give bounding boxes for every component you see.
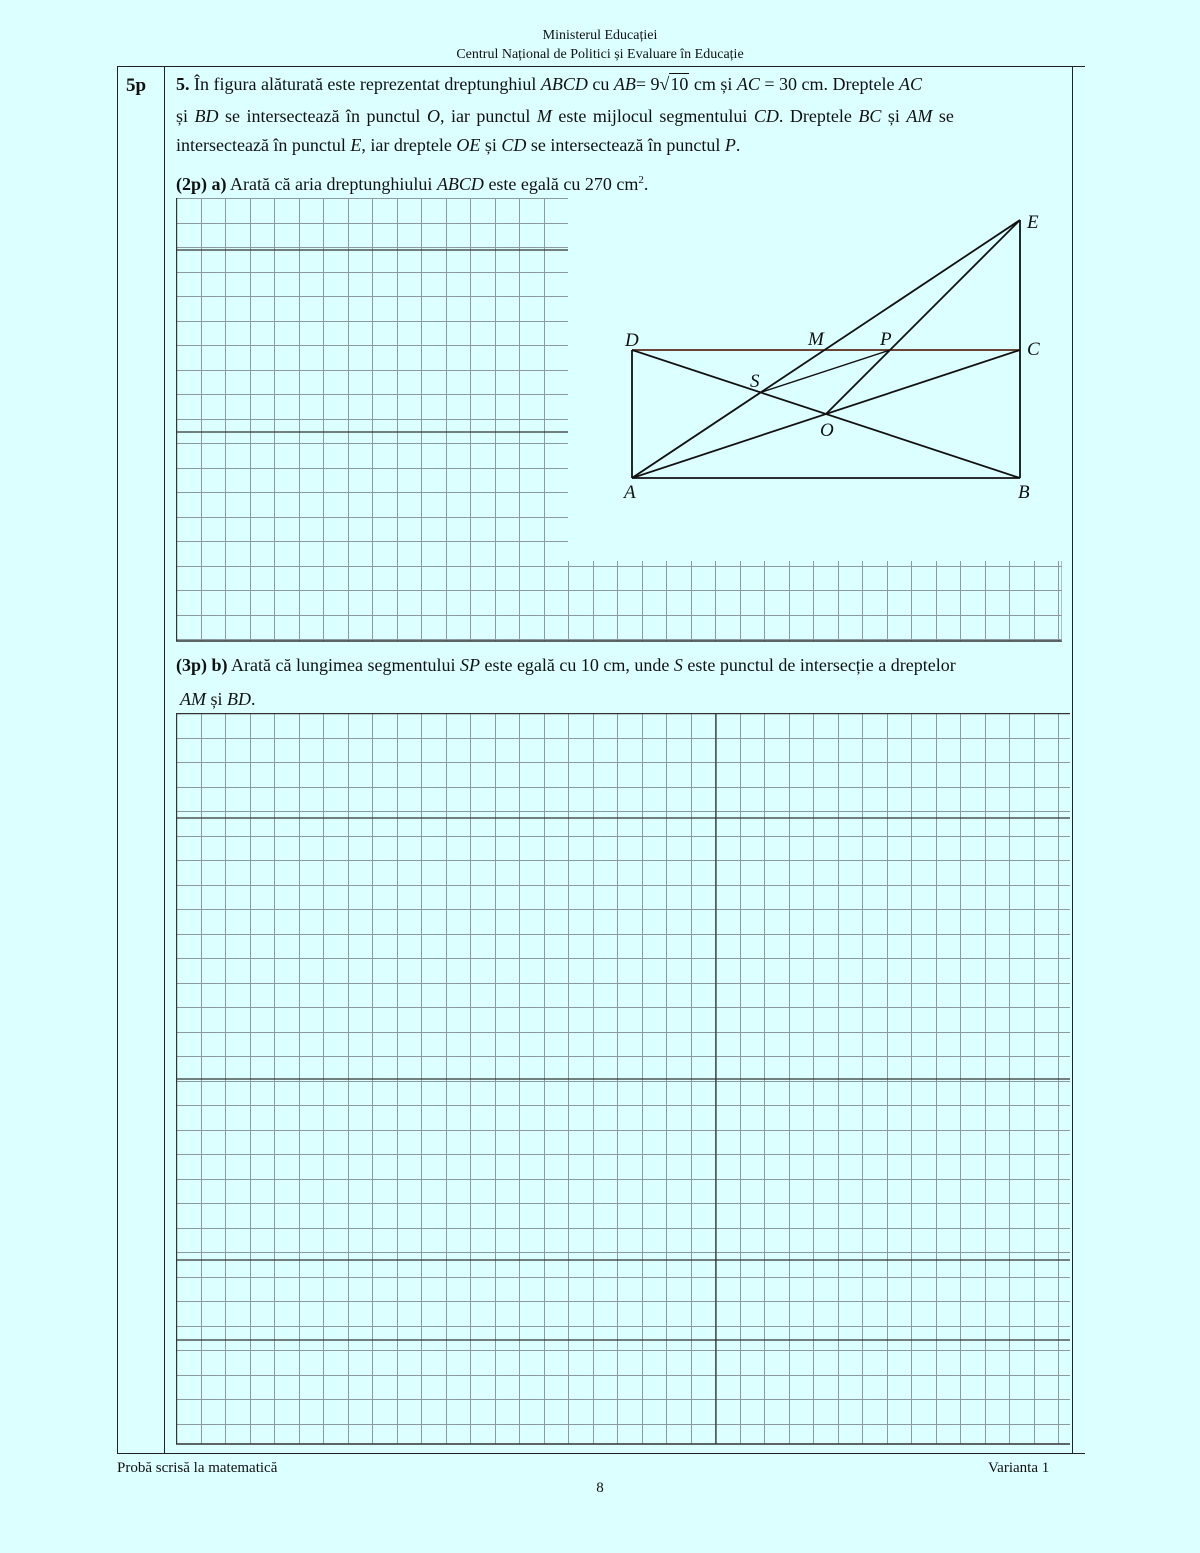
math-abcd: ABCD — [436, 174, 484, 194]
problem-text: se intersectează în punctul — [530, 135, 721, 155]
part-b-text: . — [251, 689, 256, 709]
math-am: AM — [180, 689, 206, 709]
problem-text: , iar punctul — [439, 106, 531, 126]
math-cd: CD — [753, 106, 779, 126]
label-c: C — [1027, 339, 1040, 360]
segment-oe — [826, 220, 1020, 414]
part-b-text: și — [210, 689, 223, 709]
part-b-text: este egală cu 10 cm, unde — [484, 655, 670, 675]
grid-b-svg — [176, 713, 1072, 1446]
geometry-figure — [600, 205, 1070, 520]
footer-variant: Varianta 1 — [988, 1460, 1050, 1476]
math-bd: BD — [227, 689, 252, 709]
math-bd: BD — [194, 106, 219, 126]
part-a-text: este egală cu — [488, 174, 581, 194]
label-p: P — [880, 329, 892, 350]
part-a-points: (2p) — [176, 174, 207, 194]
part-b-text: este punctul de intersecție a dreptelor — [687, 655, 956, 675]
math-oe: OE — [456, 135, 481, 155]
math-ac: AC — [736, 74, 760, 94]
math-e: E — [350, 135, 362, 155]
part-a-exponent: 2 — [638, 174, 644, 186]
problem-text: cu — [592, 74, 610, 94]
label-s: S — [750, 371, 760, 392]
footer-rule — [117, 1453, 1085, 1454]
label-d: D — [625, 330, 639, 351]
part-b-statement-line-1 — [176, 653, 956, 677]
math-p: P — [724, 135, 736, 155]
page-number: 8 — [596, 1480, 604, 1496]
math-am: AM — [906, 106, 933, 126]
part-b-statement-line-2 — [180, 687, 256, 711]
part-a-text: Arată că aria dreptunghiului — [230, 174, 433, 194]
math-ac: AC — [899, 74, 923, 94]
sqrt-symbol: √ — [659, 74, 670, 94]
part-a-statement — [176, 168, 648, 196]
problem-text: , iar dreptele — [361, 135, 452, 155]
problem-text: intersectează în punctul — [176, 135, 346, 155]
answer-grid-b[interactable] — [176, 713, 1072, 1446]
frame-left — [117, 66, 118, 1454]
part-a-value: 270 cm — [584, 174, 639, 194]
math-cd: CD — [501, 135, 527, 155]
math-bc: BC — [858, 106, 882, 126]
math-o: O — [426, 106, 440, 126]
footer-exam-name: Probă scrisă la matematică — [117, 1460, 278, 1476]
problem-line-1 — [176, 72, 922, 96]
math-eq: = 9 — [635, 74, 660, 94]
header-center: Centrul Național de Politici și Evaluare în Educație — [456, 47, 744, 62]
math-sqrt-value: 10 — [670, 74, 689, 94]
problem-text: = 30 cm. Dreptele — [764, 74, 895, 94]
math-sp: SP — [459, 655, 480, 675]
part-b-text: Arată că lungimea segmentului — [231, 655, 456, 675]
problem-line-3 — [176, 133, 740, 157]
problem-line-2 — [176, 104, 954, 128]
segment-sp — [762, 350, 890, 392]
problem-text: și — [887, 106, 900, 126]
label-e: E — [1027, 212, 1039, 233]
label-a: A — [624, 482, 636, 503]
label-o: O — [820, 420, 834, 441]
points-label: 5p — [126, 75, 147, 96]
problem-text: . — [735, 135, 741, 155]
problem-text: cm și — [693, 74, 733, 94]
math-m: M — [536, 106, 552, 126]
problem-text: și — [484, 135, 497, 155]
part-b-points: (3p) — [176, 655, 207, 675]
part-a-text: . — [643, 174, 649, 194]
label-m: M — [808, 329, 824, 350]
problem-text: . Dreptele — [778, 106, 852, 126]
problem-text: se intersectează în punctul — [225, 106, 421, 126]
problem-text: și — [176, 106, 189, 126]
frame-top — [117, 66, 1085, 67]
problem-text: se — [938, 106, 954, 126]
problem-text: În figura alăturată este reprezentat dreptunghiul — [194, 74, 537, 94]
part-b-letter: b) — [211, 655, 228, 675]
frame-divider — [164, 66, 165, 1454]
problem-number: 5. — [176, 74, 190, 94]
label-b: B — [1018, 482, 1030, 503]
math-s: S — [673, 655, 683, 675]
frame-right — [1072, 66, 1073, 1454]
math-ab: AB — [613, 74, 636, 94]
figure-svg — [600, 205, 1070, 515]
header-ministry: Ministerul Educației — [542, 28, 658, 43]
problem-text: este mijlocul segmentului — [558, 106, 748, 126]
math-abcd: ABCD — [540, 74, 588, 94]
part-a-letter: a) — [211, 174, 227, 194]
